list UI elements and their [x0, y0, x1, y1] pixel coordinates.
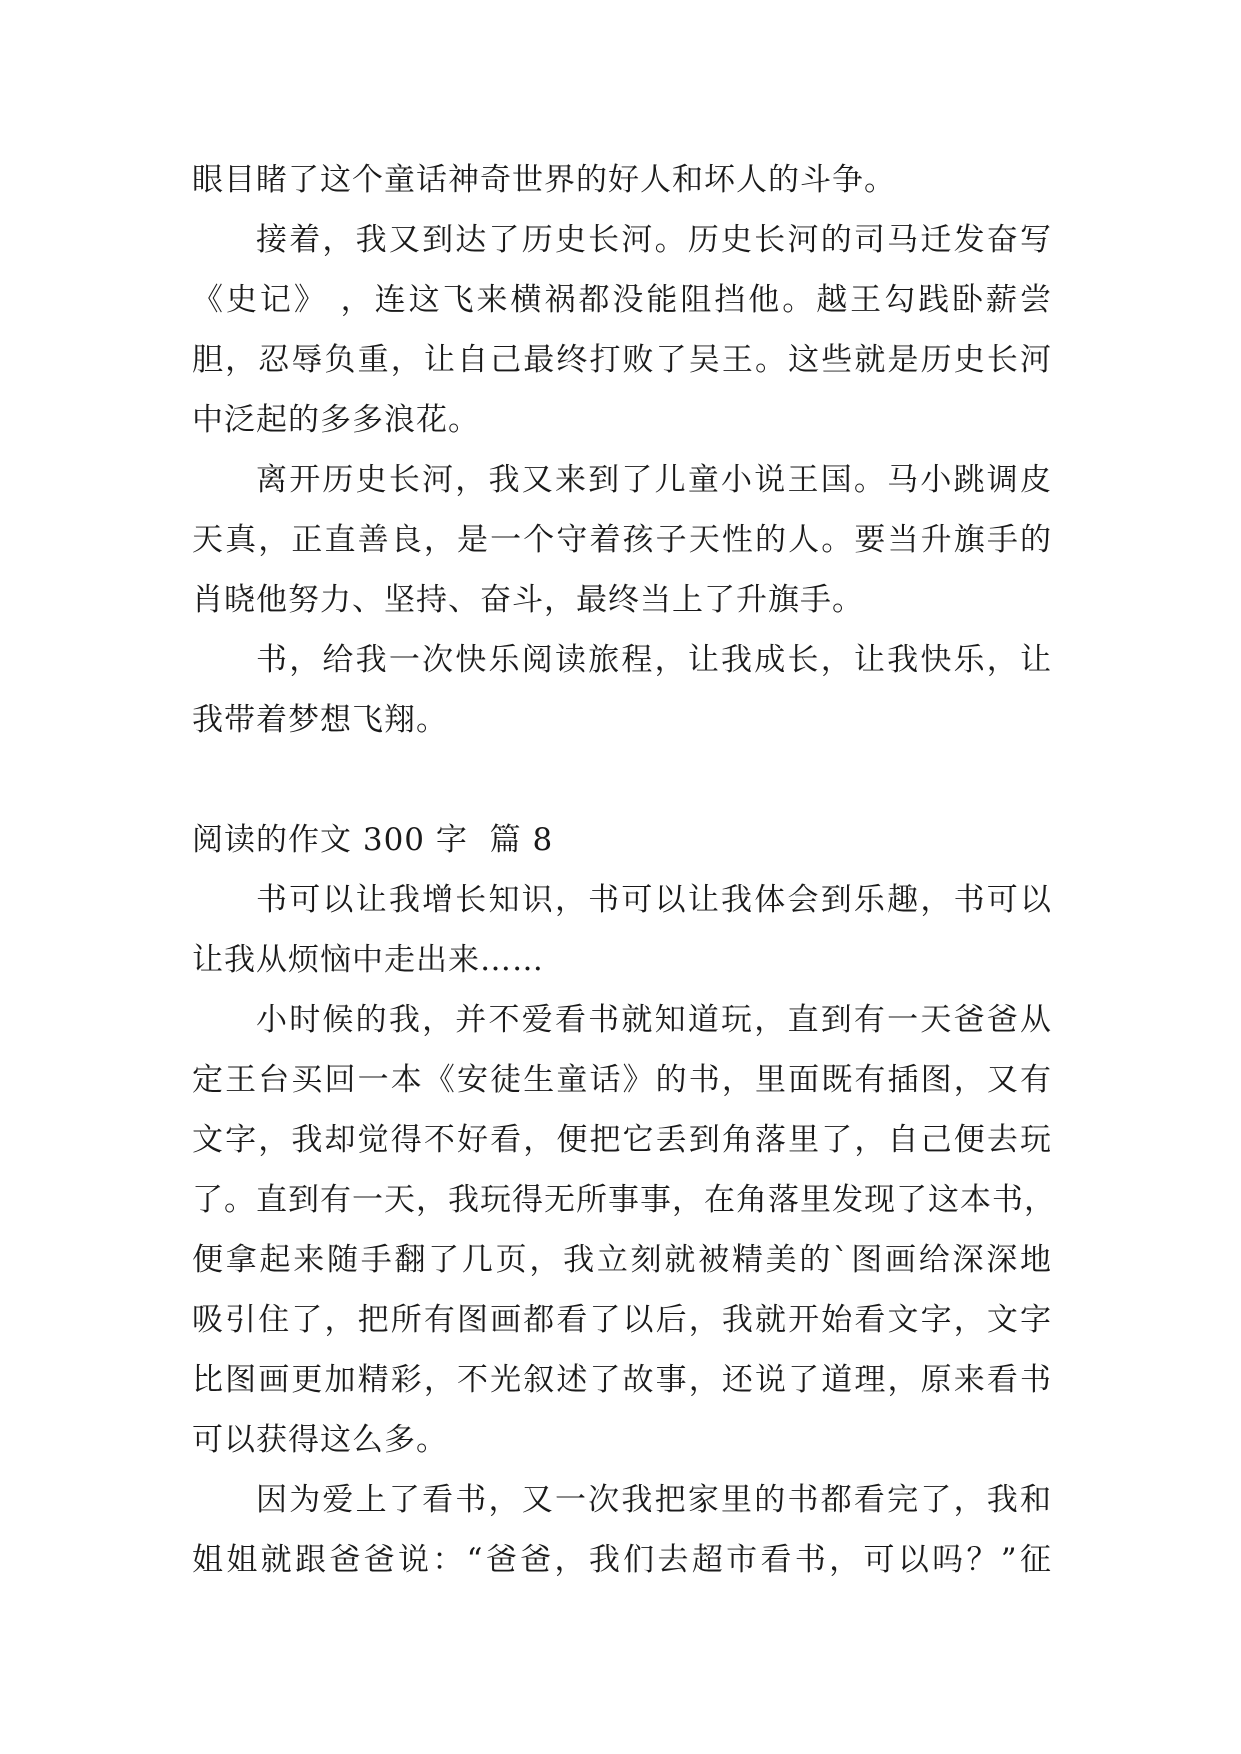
text-line: 胆，忍辱负重，让自己最终打败了吴王。这些就是历史长河 — [192, 342, 1052, 378]
text-line: 可以获得这么多。 — [192, 1422, 448, 1458]
text-line: 《史记》 ，连这飞来横祸都没能阻挡他。越王勾践卧薪尝 — [192, 282, 1052, 318]
text-line: 中泛起的多多浪花。 — [192, 402, 480, 438]
paragraph — [192, 210, 1052, 450]
text-line: 便拿起来随手翻了几页，我立刻就被精美的`图画给深深地 — [192, 1242, 1052, 1278]
text-line: 天真，正直善良，是一个守着孩子天性的人。要当升旗手的 — [192, 522, 1052, 558]
text-line: 定王台买回一本《安徒生童话》的书，里面既有插图，又有 — [192, 1062, 1052, 1098]
text-line: 肖晓他努力、坚持、奋斗，最终当上了升旗手。 — [192, 582, 864, 618]
section-heading: 阅读的作文 300 字 篇 8 — [192, 822, 554, 858]
paragraph — [192, 630, 1052, 750]
paragraph — [192, 150, 1052, 210]
text-line: 我带着梦想飞翔。 — [192, 702, 448, 738]
document-page — [192, 150, 1056, 1590]
text-line: 离开历史长河，我又来到了儿童小说王国。马小跳调皮 — [256, 462, 1052, 498]
paragraph — [192, 990, 1056, 1470]
text-line: 吸引住了，把所有图画都看了以后，我就开始看文字，文字 — [192, 1302, 1052, 1338]
text-line: 小时候的我，并不爱看书就知道玩，直到有一天爸爸从 — [256, 1002, 1052, 1038]
text-line: 让我从烦恼中走出来…… — [192, 942, 544, 978]
paragraph — [192, 870, 1052, 990]
paragraph — [192, 1470, 1052, 1590]
text-line: 书，给我一次快乐阅读旅程，让我成长，让我快乐，让 — [256, 642, 1052, 678]
text-line: 了。直到有一天，我玩得无所事事，在角落里发现了这本书， — [192, 1182, 1056, 1218]
text-line: 因为爱上了看书，又一次我把家里的书都看完了，我和 — [256, 1482, 1052, 1518]
text-line: 姐姐就跟爸爸说：“爸爸，我们去超市看书，可以吗？”征 — [192, 1542, 1052, 1578]
paragraph — [192, 450, 1052, 630]
text-line: 眼目睹了这个童话神奇世界的好人和坏人的斗争。 — [192, 162, 896, 198]
text-line: 文字，我却觉得不好看，便把它丢到角落里了，自己便去玩 — [192, 1122, 1052, 1158]
text-line: 书可以让我增长知识，书可以让我体会到乐趣，书可以 — [256, 882, 1052, 918]
text-line: 比图画更加精彩，不光叙述了故事，还说了道理，原来看书 — [192, 1362, 1052, 1398]
section-gap — [192, 750, 1052, 810]
text-line: 接着，我又到达了历史长河。历史长河的司马迁发奋写 — [256, 222, 1052, 258]
